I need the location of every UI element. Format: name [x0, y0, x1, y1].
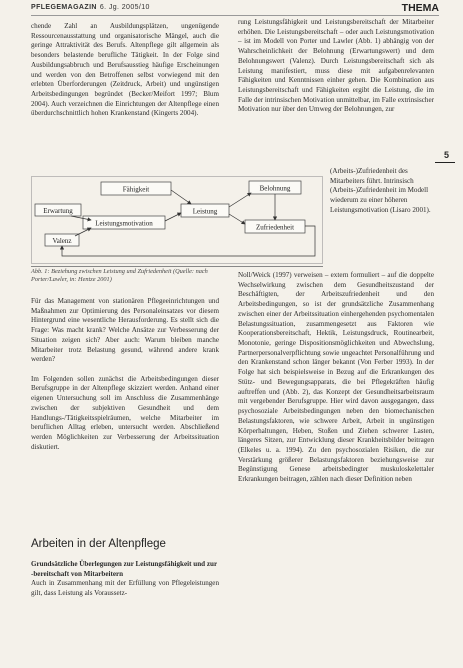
node-erwartung: Erwartung — [43, 207, 73, 215]
porter-lawler-diagram — [31, 176, 323, 264]
figure-caption: Abb. 1: Beziehung zwischen Leistung und Zufriedenheit (Quelle: nach Porter/Lawler, in: Hentze 2001) — [31, 268, 208, 283]
page-number: 5 — [443, 150, 449, 160]
node-leistung: Leistung — [192, 207, 218, 216]
column-right-side — [330, 167, 434, 216]
magazine-title — [31, 4, 150, 11]
subheading: Grundsätzliche Überlegungen zur Leistungsfähigkeit und zur -bereitschaft von Mitarbeitern — [31, 560, 217, 578]
paragraph: Für das Management von stationären Pflegeeinrichtungen und Maßnahmen zur Optimierung des Personaleinsatzes vor diesem Hintergrund eine wesentliche Herausforderung. Es stellt sich die Frage: Was macht krank? Welche Ansätze zur Verbesserung der Situation zeigen sich? Aber auch: Warum bleiben manche Mitarbeiter trotz Belastung gesund, während andere krank werden? — [31, 297, 219, 364]
arrow-motivation-leistung — [165, 213, 181, 221]
node-belohnung: Belohnung — [259, 184, 291, 193]
node-faehigkeit: Fähigkeit — [122, 185, 150, 194]
paragraph: Noll/Weick (1997) verweisen – extern formuliert – auf die doppelte Wechselwirkung zwischen dem Gesundheitszustand der Beschäftigten, der Arbeitszufriedenheit und den Arbeitsbedingungen, so ist der grundsätzliche Zusammenhang zwischen einer der Arbeitssituation einhergehenden psychomentalen Belastungssituation, zusammengesetzt aus Faktoren wie Kooperationsbereitschaft, Hektik, Leistungsdruck, Routinearbeit, Monotonie, geringe Dispositionsmöglichkeiten und Abwechslung, Partnerpersonalverpflichtung sowie ungeachtet Personalführung und den Krankenstand schon länger bekannt (Von Ferber 1993). In der Folge hat sich beispielsweise in Bezug auf die Erkrankungen des Stütz- und Bewegungsapparats, die bei Pflegekräften häufig auftreffen und (Abb. 2), das Konzept der Gesundheitsarbeitsraum mit vergebender Berufsgruppe. Hier wird davon ausgegangen, dass psychosoziale Arbeitsbedingungen neben den biomechanischen Belastungsfaktoren, wie schwere Arbeit, Arbeit in ungünstigen Körperhaltungen, Heben, Stoßen und Ziehen schwerer Lasten, längeres Sitzen, zur Entwicklung dieser Krankheitsbilder beitragen (Elkeles u. a. 1994). Zu den psychosozialen Risiken, die zur Verstärkung größerer Belastungsfaktoren beziehungsweise zur Begünstigung Genese arbeitsbedingter muskuloskelettaler Erkrankungen beitragen, zählen nach dieser Definition neben — [238, 271, 434, 484]
node-zufriedenheit: Zufriedenheit — [255, 223, 295, 232]
arrow-leistung-belohnung — [229, 193, 251, 207]
paragraph: Auch in Zusammenhang mit der Erfüllung von Pflegeleistungen gilt, dass Leistung als Voraussetz- — [31, 579, 219, 597]
column-left-top — [31, 22, 219, 119]
paragraph: rung Leistungsfähigkeit und Leistungsbereitschaft der Mitarbeiter erhöhen. Die Leistungsbereitschaft – oder auch Leistungsmotivation – ist im Modell von Porter und Lawler (Abb. 1) abhängig von der Wahrscheinlichkeit der Belohnung (Erwartungswert) und dem Belohnungswert (Valenz). Durch Leistungsbereitschaft sich als Leistung manifestiert, muss diese mit aufgabenrelevanten Fähigkeiten und Kenntnissen einher gehen. Die Kombination aus Leistungsbereitschaft und Fähigkeiten ergibt die Leistung, die im Falle der intrinsischen Motivation unmittelbar, im Falle extrinsischer Motivation nur über den Umweg der Belohnungen, zur — [238, 18, 434, 114]
caption-rule — [31, 266, 323, 267]
node-valenz: Valenz — [52, 237, 72, 245]
section-label: THEMA — [401, 2, 439, 14]
paragraph: Im Folgenden sollen zunächst die Arbeitsbedingungen dieser Berufsgruppe in der Altenpflege skizziert werden. Anhand einer eigenen Untersuchung soll im Anschluss die Zusammenhänge zwischen der subjektiven Gesundheit und dem Handlungs-/Tätigkeitsspielräumen, welche Mitarbeiter im beruflichen Alltag erleben, untersucht werden. Abschließend werden Möglichkeiten zur Verbesserung der Arbeitssituation diskutiert. — [31, 374, 219, 451]
paragraph: chende Zahl an Ausbildungsplätzen, ungenügende Ressourcenausstattung und organisatorische Mängel, auch die geringe Attraktivität des Berufs. Altenpflege gilt allgemein als besonders belastende berufliche Tätigkeit. In der Folge sind Ausbildungsabbruch und Berufsausstieg häufige Erscheinungen und werden von den Betroffenen selbst vorwiegend mit den erlebten Überforderungen (Zeitdruck, Arbeit) und ungünstigen Arbeitsbedingungen begründet (Becker/Meifort 1997; Blum 2004). Auch verzeichnen die Einrichtungen der Altenpflege einen überdurchschnittlich hohen Krankenstand (Kingerts 2004). — [31, 22, 219, 118]
issue-label: 6. Jg. 2005/10 — [99, 4, 150, 11]
arrow-leistung-zufriedenheit — [229, 214, 245, 224]
node-leistungsmotivation: Leistungsmotivation — [95, 219, 153, 228]
page-number-rule — [435, 162, 455, 163]
paragraph: (Arbeits-)Zufriedenheit des Mitarbeiters führt. Intrinsisch (Arbeits-)Zufriedenheit im Modell wiederum zu einer höheren Leistungsmotivation (Lisaro 2001). — [330, 167, 431, 214]
column-right-bottom — [238, 271, 434, 485]
column-right-top — [238, 18, 434, 115]
header-divider — [31, 15, 439, 16]
column-left-middle — [31, 297, 219, 452]
column-left-bottom — [31, 579, 219, 598]
section-heading: Arbeiten in der Altenpflege — [31, 538, 166, 550]
magazine-name: PFLEGEMAGAZIN — [31, 4, 97, 11]
arrow-faehigkeit-leistung — [171, 190, 191, 204]
